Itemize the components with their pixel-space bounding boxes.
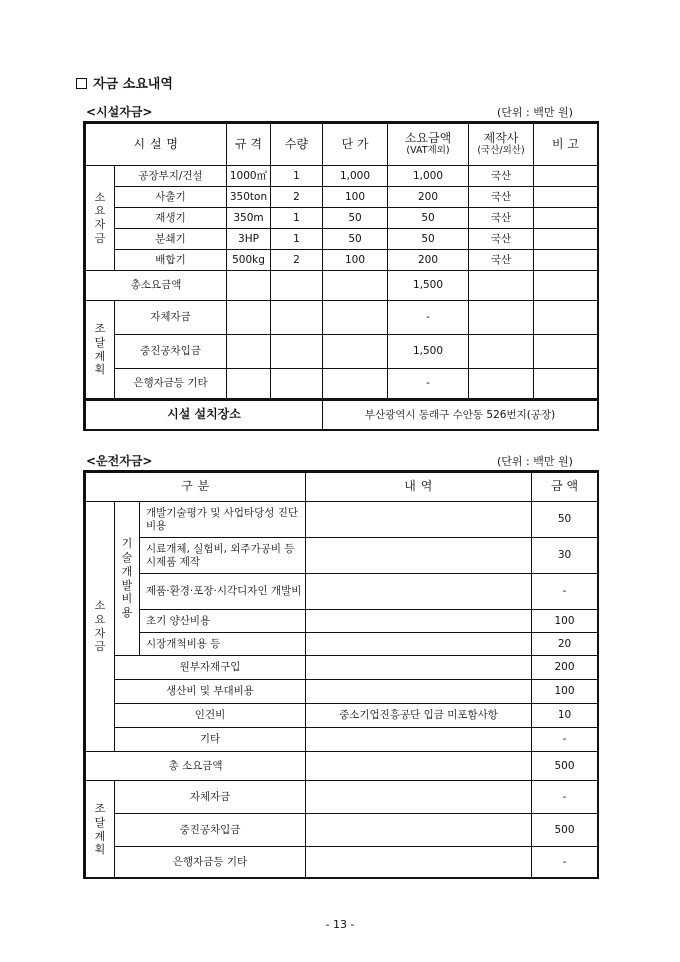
section-title: 자금 소요내역 <box>93 77 173 92</box>
header-name: 시 설 명 <box>86 124 227 166</box>
operating-header-row <box>86 473 598 502</box>
row-label: 초기 양산비용 <box>140 610 306 633</box>
plan-amount: - <box>532 781 598 814</box>
row-note <box>534 166 598 187</box>
header-amount-main: 소요금액 <box>404 131 452 146</box>
plan-label <box>86 781 115 879</box>
plan-price <box>323 369 388 399</box>
row-detail <box>306 728 532 752</box>
plan-row <box>86 814 598 847</box>
row-detail: 중소기업진흥공단 입금 미포함사항 <box>306 704 532 728</box>
table-row <box>86 208 598 229</box>
row-label: 제품·환경·포장·시각디자인 개발비 <box>140 574 306 610</box>
total-price <box>323 271 388 301</box>
header-detail: 내 역 <box>306 473 532 502</box>
row-note <box>534 250 598 271</box>
row-amount: - <box>532 574 598 610</box>
operating-title: <운전자금> <box>86 454 153 468</box>
plan-item-label: 은행자금등 기타 <box>115 369 227 399</box>
row-spec: 350m <box>227 208 271 229</box>
tech-label <box>115 502 140 656</box>
plan-note <box>534 335 598 369</box>
place-row <box>86 400 598 429</box>
total-row <box>86 271 598 301</box>
table-row <box>86 633 598 656</box>
row-maker: 국산 <box>469 229 534 250</box>
plan-qty <box>271 369 323 399</box>
header-maker-sub: (국산/외산) <box>477 144 525 156</box>
plan-amount: 1,500 <box>388 335 469 369</box>
row-name: 분쇄기 <box>115 229 227 250</box>
plan-row <box>86 335 598 369</box>
checkbox-square-icon <box>76 78 87 89</box>
facility-title: <시설자금> <box>86 105 153 119</box>
row-maker: 국산 <box>469 187 534 208</box>
facility-table <box>85 123 598 399</box>
table-row <box>86 502 598 538</box>
place-label: 시설 설치장소 <box>86 400 323 429</box>
row-spec: 350ton <box>227 187 271 208</box>
total-amount: 500 <box>532 752 598 781</box>
row-label: 원부자재구입 <box>115 656 306 680</box>
row-amount: 1,000 <box>388 166 469 187</box>
row-qty: 2 <box>271 250 323 271</box>
row-maker: 국산 <box>469 250 534 271</box>
plan-maker <box>469 301 534 335</box>
total-amount: 1,500 <box>388 271 469 301</box>
plan-amount: - <box>532 847 598 879</box>
table-row <box>86 610 598 633</box>
place-table <box>85 399 598 430</box>
row-detail <box>306 680 532 704</box>
table-row <box>86 728 598 752</box>
total-spec <box>227 271 271 301</box>
plan-item-label: 중진공차입금 <box>115 814 306 847</box>
plan-amount: - <box>388 301 469 335</box>
header-amount-sub: (VAT제외) <box>406 144 450 156</box>
header-price: 단 가 <box>323 124 388 166</box>
row-price: 1,000 <box>323 166 388 187</box>
row-detail <box>306 538 532 574</box>
row-amount: 200 <box>532 656 598 680</box>
row-amount: 100 <box>532 610 598 633</box>
row-amount: 200 <box>388 187 469 208</box>
row-label: 인건비 <box>115 704 306 728</box>
plan-note <box>534 369 598 399</box>
table-row <box>86 166 598 187</box>
operating-table <box>85 472 598 879</box>
row-amount: 100 <box>532 680 598 704</box>
row-amount: 10 <box>532 704 598 728</box>
row-label: 기타 <box>115 728 306 752</box>
plan-item-label: 자체자금 <box>115 781 306 814</box>
row-note <box>534 187 598 208</box>
row-spec: 500kg <box>227 250 271 271</box>
plan-note <box>534 301 598 335</box>
tech-label-text: 기술개발비용 <box>121 537 133 619</box>
header-maker <box>469 124 534 166</box>
req-label-text: 소요자금 <box>94 190 106 245</box>
table-row <box>86 250 598 271</box>
plan-amount: 500 <box>532 814 598 847</box>
plan-item-label: 은행자금등 기타 <box>115 847 306 879</box>
row-maker: 국산 <box>469 208 534 229</box>
row-price: 100 <box>323 187 388 208</box>
plan-label <box>86 301 115 399</box>
header-amount: 금 액 <box>532 473 598 502</box>
table-row <box>86 574 598 610</box>
row-qty: 1 <box>271 208 323 229</box>
plan-spec <box>227 335 271 369</box>
plan-row <box>86 369 598 399</box>
plan-qty <box>271 335 323 369</box>
plan-row <box>86 781 598 814</box>
row-name: 배합기 <box>115 250 227 271</box>
facility-unit: (단위 : 백만 원) <box>497 106 573 119</box>
operating-unit: (단위 : 백만 원) <box>497 455 573 468</box>
row-amount: 30 <box>532 538 598 574</box>
header-note: 비 고 <box>534 124 598 166</box>
plan-row <box>86 847 598 879</box>
header-maker-main: 제작사 <box>483 131 519 146</box>
table-row <box>86 187 598 208</box>
row-name: 공장부지/건설 <box>115 166 227 187</box>
place-value: 부산광역시 동래구 수안동 526번지(공장) <box>323 400 598 429</box>
header-amount <box>388 124 469 166</box>
plan-detail <box>306 847 532 879</box>
req-label <box>86 166 115 271</box>
header-spec: 규 격 <box>227 124 271 166</box>
facility-header-row <box>86 124 598 166</box>
header-qty: 수량 <box>271 124 323 166</box>
row-detail <box>306 633 532 656</box>
plan-detail <box>306 781 532 814</box>
table-row <box>86 704 598 728</box>
row-amount: 50 <box>532 502 598 538</box>
row-price: 50 <box>323 229 388 250</box>
row-amount: 50 <box>388 229 469 250</box>
plan-maker <box>469 369 534 399</box>
row-label: 생산비 및 부대비용 <box>115 680 306 704</box>
plan-price <box>323 335 388 369</box>
row-qty: 1 <box>271 229 323 250</box>
plan-item-label: 중진공차입금 <box>115 335 227 369</box>
req-label-text: 소요자금 <box>94 599 106 654</box>
page-number: - 13 - <box>325 918 355 931</box>
table-row <box>86 656 598 680</box>
row-label: 시장개척비용 등 <box>140 633 306 656</box>
row-amount: - <box>532 728 598 752</box>
row-maker: 국산 <box>469 166 534 187</box>
plan-price <box>323 301 388 335</box>
row-name: 사출기 <box>115 187 227 208</box>
plan-label-text: 조달계획 <box>94 802 106 857</box>
plan-row <box>86 301 598 335</box>
row-detail <box>306 574 532 610</box>
row-label: 개발기술평가 및 사업타당성 진단비용 <box>140 502 306 538</box>
total-row <box>86 752 598 781</box>
row-price: 100 <box>323 250 388 271</box>
row-qty: 2 <box>271 187 323 208</box>
row-spec: 3HP <box>227 229 271 250</box>
row-name: 재생기 <box>115 208 227 229</box>
total-label: 총소요금액 <box>86 271 227 301</box>
row-detail <box>306 656 532 680</box>
row-detail <box>306 610 532 633</box>
row-price: 50 <box>323 208 388 229</box>
plan-detail <box>306 814 532 847</box>
req-label <box>86 502 115 752</box>
row-qty: 1 <box>271 166 323 187</box>
row-spec: 1000㎡ <box>227 166 271 187</box>
total-note <box>534 271 598 301</box>
plan-spec <box>227 301 271 335</box>
plan-item-label: 자체자금 <box>115 301 227 335</box>
section-heading <box>76 73 173 92</box>
plan-amount: - <box>388 369 469 399</box>
total-qty <box>271 271 323 301</box>
row-amount: 50 <box>388 208 469 229</box>
row-detail <box>306 502 532 538</box>
plan-qty <box>271 301 323 335</box>
row-amount: 200 <box>388 250 469 271</box>
total-detail <box>306 752 532 781</box>
row-label: 시료개체, 실험비, 외주가공비 등 시제품 제작 <box>140 538 306 574</box>
row-note <box>534 229 598 250</box>
plan-maker <box>469 335 534 369</box>
table-row <box>86 680 598 704</box>
table-row <box>86 229 598 250</box>
plan-spec <box>227 369 271 399</box>
row-amount: 20 <box>532 633 598 656</box>
table-row <box>86 538 598 574</box>
total-maker <box>469 271 534 301</box>
plan-label-text: 조달계획 <box>94 322 106 377</box>
header-category: 구 분 <box>86 473 306 502</box>
row-note <box>534 208 598 229</box>
total-label: 총 소요금액 <box>86 752 306 781</box>
